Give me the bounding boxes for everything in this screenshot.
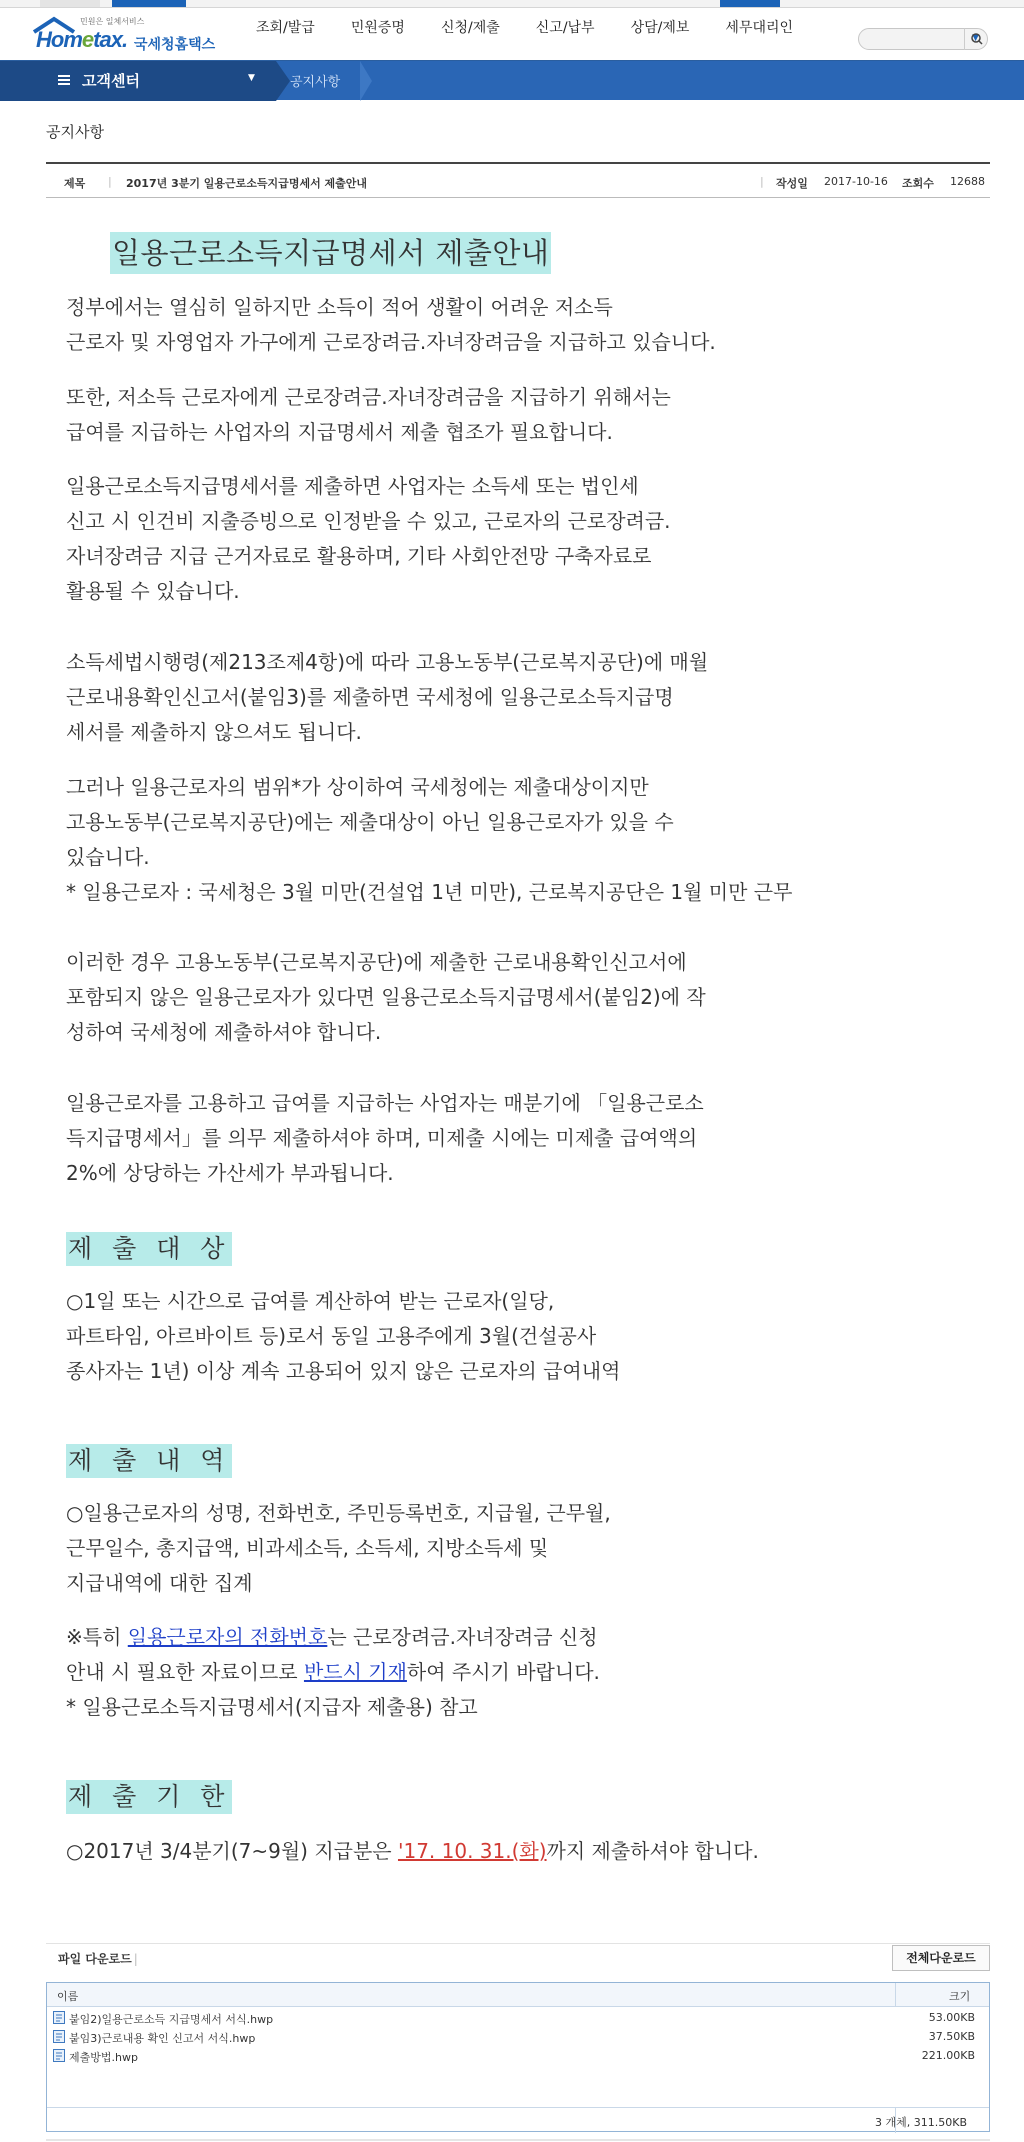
note-text: 는 근로장려금.자녀장려금 신청 — [327, 1625, 598, 1649]
search-icon — [965, 28, 989, 50]
menu-item-filing[interactable]: 신고/납부 — [535, 20, 595, 36]
section-heading-deadline: 제 출 기 한 — [66, 1780, 232, 1814]
file-row[interactable] — [51, 2028, 985, 2046]
file-size: 53.00KB — [928, 2011, 975, 2024]
divider — [46, 1943, 990, 1944]
customer-center-menu[interactable] — [0, 61, 276, 101]
deadline-date: '17. 10. 31.(화) — [397, 1839, 547, 1863]
post-views: 12688 — [950, 175, 985, 188]
post-subject: 2017년 3분기 일용근로소득지급명세서 제출안내 — [126, 177, 368, 190]
file-name[interactable]: 붙임2)일용근로소득 지급명세서 서식.hwp — [69, 2013, 274, 2026]
customer-center-label: 고객센터 — [82, 72, 140, 90]
hometax-logo[interactable] — [30, 14, 220, 54]
must-fill-link[interactable]: 반드시 기재 — [303, 1660, 407, 1684]
date-label: 작성일 — [776, 177, 808, 190]
article-paragraph: 이러한 경우 고용노동부(근로복지공단)에 제출한 근로내용확인신고서에 포함되지 않은 일용근로자가 있다면 일용근로소득지급명세서(붙임2)에 작 성하여 국세청에 제출하셔야 합니다. — [66, 950, 706, 1044]
menu-item-tax-agent[interactable]: 세무대리인 — [725, 20, 794, 36]
file-size: 37.50KB — [928, 2030, 975, 2043]
file-summary: 3 개체, 311.50KB — [875, 2116, 967, 2129]
breadcrumb-notice[interactable]: 공지사항 — [290, 75, 341, 90]
subject-label: 제목 — [64, 177, 86, 190]
divider — [46, 2139, 990, 2141]
divider: | — [108, 175, 112, 188]
article-paragraph: 일용근로소득지급명세서를 제출하면 사업자는 소득세 또는 법인세 신고 시 인건비 지출증빙으로 인정받을 수 있고, 근로자의 근로장려금. 자녀장려금 지급 근거자료로 활용하며, 기타 사회안전망 구축자료로 활용될 수 있습니다. — [66, 474, 671, 603]
note-text: ※특히 — [66, 1625, 128, 1649]
main-menu — [238, 8, 811, 60]
file-download-label: 파일 다운로드 — [58, 1952, 132, 1966]
divider: | — [760, 175, 764, 188]
page-title: 공지사항 — [46, 123, 104, 141]
top-utility-strip — [0, 0, 1024, 8]
article-paragraph: 정부에서는 열심히 일하지만 소득이 적어 생활이 어려운 저소득 근로자 및 자영업자 가구에게 근로장려금.자녀장려금을 지급하고 있습니다. — [66, 295, 716, 354]
hwp-file-icon — [53, 2011, 65, 2024]
breadcrumb-separator — [360, 61, 372, 101]
section-text-content: ○일용근로자의 성명, 전화번호, 주민등록번호, 지급월, 근무월, 근무일수, 총지급액, 비과세소득, 소득세, 지방소득세 및 지급내역에 대한 집계 — [66, 1501, 611, 1595]
file-row[interactable] — [51, 2009, 985, 2027]
col-size: 크기 — [949, 1990, 971, 2003]
note-text: 하여 주시기 바랍니다. — [406, 1660, 600, 1684]
file-download-title: 파일 다운로드 | — [58, 1952, 138, 1966]
deadline-line — [66, 1834, 759, 1869]
file-name[interactable]: 붙임3)근로내용 확인 신고서 서식.hwp — [69, 2032, 256, 2045]
article-paragraph: 또한, 저소득 근로자에게 근로장려금.자녀장려금을 지급하기 위해서는 급여를 지급하는 사업자의 지급명세서 제출 협조가 필요합니다. — [66, 385, 671, 444]
article-paragraph: 소득세법시행령(제213조제4항)에 따라 고용노동부(근로복지공단)에 매월 근로내용확인신고서(붙임3)를 제출하면 국세청에 일용근로소득지급명 세서를 제출하지 않으셔도 됩니다. — [66, 650, 709, 744]
file-list-header — [47, 1983, 989, 2007]
hamburger-icon — [58, 74, 70, 86]
hwp-file-icon — [53, 2049, 65, 2062]
col-name: 이름 — [57, 1990, 79, 2003]
menu-item-certificate[interactable]: 민원증명 — [350, 20, 405, 36]
deadline-text: 까지 제출하셔야 합니다. — [546, 1839, 759, 1863]
note-line-3: * 일용근로소득지급명세서(지급자 제출용) 참고 — [66, 1695, 478, 1719]
site-header — [0, 8, 1024, 60]
post-date: 2017-10-16 — [824, 175, 888, 188]
breadcrumb-separator — [276, 61, 290, 101]
search-button[interactable] — [964, 28, 988, 50]
article-title: 일용근로소득지급명세서 제출안내 — [110, 232, 551, 274]
logo-tagline: 민원은 일체서비스 — [80, 17, 145, 26]
section-heading-target: 제 출 대 상 — [66, 1232, 232, 1266]
phone-number-link[interactable]: 일용근로자의 전화번호 — [127, 1625, 328, 1649]
section-navbar — [0, 60, 1024, 100]
download-all-button[interactable]: 전체다운로드 — [892, 1945, 990, 1971]
note-line-2 — [66, 1655, 600, 1690]
views-label: 조회수 — [902, 177, 934, 190]
file-size: 221.00KB — [921, 2049, 975, 2062]
section-heading-content: 제 출 내 역 — [66, 1444, 232, 1478]
deadline-text: ○2017년 3/4분기(7~9월) 지급분은 — [66, 1839, 398, 1863]
note-line-1 — [66, 1620, 598, 1655]
hwp-file-icon — [53, 2030, 65, 2043]
menu-item-application[interactable]: 신청/제출 — [440, 20, 500, 36]
article-paragraph: 그러나 일용근로자의 범위*가 상이하여 국세청에는 제출대상이지만 고용노동부(근로복지공단)에는 제출대상이 아닌 일용근로자가 있을 수 있습니다. * 일용근로자 : 국세청은 3월 미만(건설업 1년 미만), 근로복지공단은 1월 미만 근무 — [66, 775, 793, 904]
chevron-down-icon: ▼ — [248, 73, 255, 83]
logo-brand: Hometax. — [36, 27, 128, 52]
logo-brand-kr: 국세청홈택스 — [134, 37, 216, 53]
menu-item-consult[interactable]: 상담/제보 — [630, 20, 690, 36]
article-paragraph: 일용근로자를 고용하고 급여를 지급하는 사업자는 매분기에 「일용근로소 득지급명세서」를 의무 제출하셔야 하며, 미제출 시에는 미제출 급여액의 2%에 상당하는 가산세가 부과됩니다. — [66, 1091, 704, 1185]
section-text-target: ○1일 또는 시간으로 급여를 계산하여 받는 근로자(일당, 파트타임, 아르바이트 등)로서 동일 고용주에게 3월(건설공사 종사자는 1년) 이상 계속 고용되어 있지 않은 근로자의 급여내역 — [66, 1289, 621, 1383]
file-row[interactable] — [51, 2047, 985, 2065]
menu-item-inquiry[interactable]: 조회/발급 — [256, 20, 315, 36]
file-list-footer — [47, 2107, 989, 2132]
file-name[interactable]: 제출방법.hwp — [69, 2051, 138, 2064]
chevron-down-icon[interactable]: ▼ — [972, 33, 979, 43]
post-info-bar — [46, 162, 990, 198]
file-list — [46, 1982, 990, 2132]
note-text: 안내 시 필요한 자료이므로 — [66, 1660, 304, 1684]
